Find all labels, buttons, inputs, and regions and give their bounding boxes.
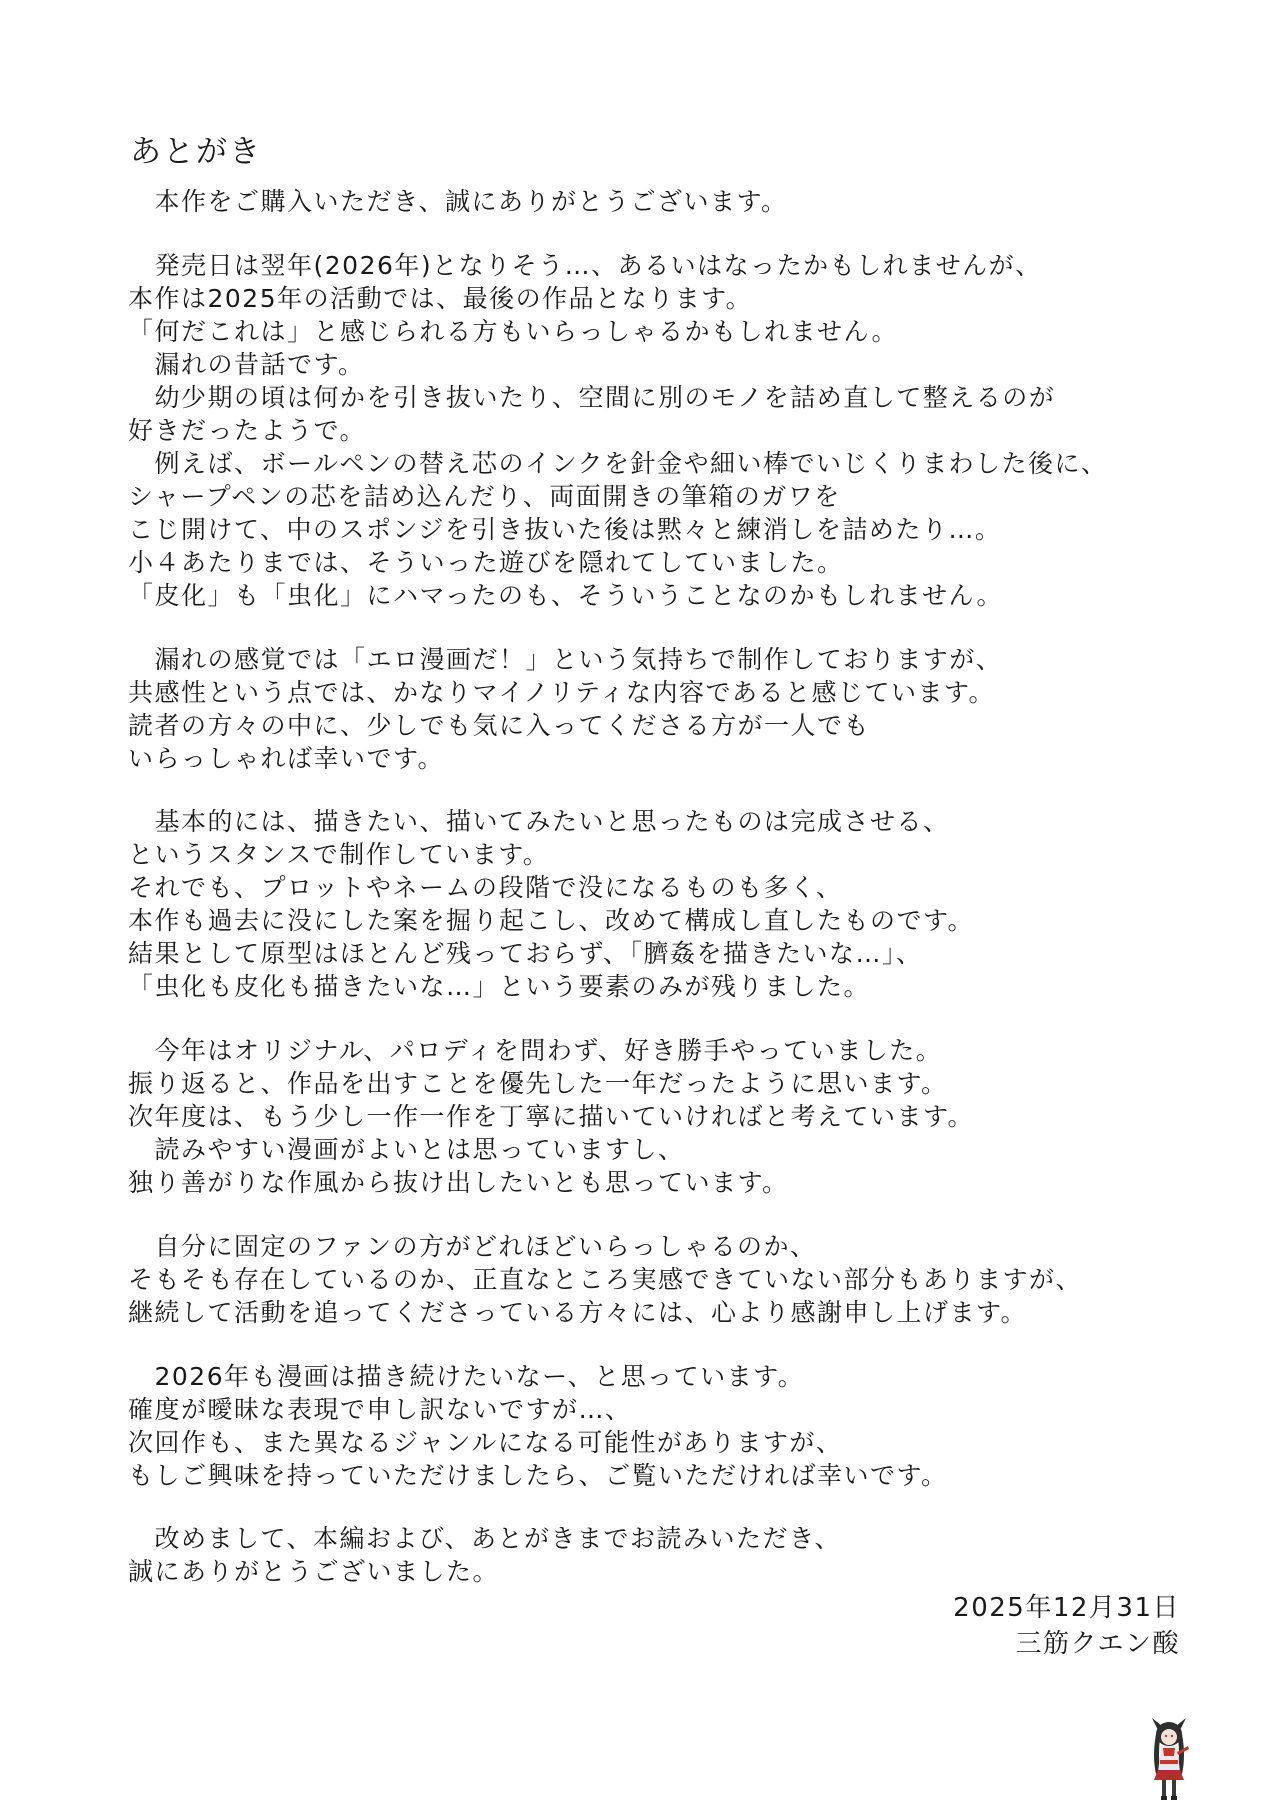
text-line: 「虫化も皮化も描きたいな…」という要素のみが残りました。 bbox=[128, 972, 871, 1001]
text-line: 継続して活動を追ってくださっている方々には、心より感謝申し上げます。 bbox=[128, 1298, 1028, 1327]
text-line: 基本的には、描きたい、描いてみたいと思ったものは完成させる、 bbox=[128, 807, 950, 836]
text-line: 振り返ると、作品を出すことを優先した一年だったように思います。 bbox=[128, 1069, 948, 1098]
text-line: 発売日は翌年(2026年)となりそう…、あるいはなったかもしれませんが、 bbox=[128, 251, 1042, 280]
text-line: 本作をご購入いただき、誠にありがとうございます。 bbox=[128, 187, 788, 216]
signature-date: 2025年12月31日 bbox=[953, 1593, 1180, 1623]
text-line: 自分に固定のファンの方がどれほどいらっしゃるのか、 bbox=[128, 1232, 817, 1261]
text-line: 漏れの昔話です。 bbox=[128, 350, 365, 379]
text-line: それでも、プロットやネームの段階で没になるものも多く、 bbox=[128, 873, 843, 902]
text-line: というスタンスで制作しています。 bbox=[128, 840, 550, 869]
text-line: 2026年も漫画は描き続けたいなー、と思っています。 bbox=[128, 1362, 805, 1391]
text-line: いらっしゃれば幸いです。 bbox=[128, 744, 445, 773]
signature-author: 三筋クエン酸 bbox=[1015, 1629, 1180, 1659]
text-line: 「皮化」も「虫化」にハマったのも、そういうことなのかもしれません。 bbox=[128, 581, 1004, 610]
text-line: そもそも存在しているのか、正直なところ実感できていない部分もありますが、 bbox=[128, 1265, 1083, 1294]
text-line: 共感性という点では、かなりマイノリティな内容であると感じています。 bbox=[128, 678, 996, 707]
text-line: 「何だこれは」と感じられる方もいらっしゃるかもしれません。 bbox=[128, 317, 899, 346]
text-line: シャープペンの芯を詰め込んだり、両面開きの筆箱のガワを bbox=[128, 482, 841, 511]
text-line: こじ開けて、中のスポンジを引き抜いた後は黙々と練消しを詰めたり…。 bbox=[128, 515, 1002, 544]
text-line: 独り善がりな作風から抜け出したいとも思っています。 bbox=[128, 1168, 789, 1197]
text-line: 例えば、ボールペンの替え芯のインクを針金や細い棒でいじくりまわした後に、 bbox=[128, 449, 1108, 478]
text-line: 改めまして、本編および、あとがきまでお読みいただき、 bbox=[128, 1524, 842, 1553]
text-line: 読みやすい漫画がよいとは思っていますし、 bbox=[128, 1135, 685, 1164]
text-line: 次回作も、また異なるジャンルになる可能性がありますが、 bbox=[128, 1428, 843, 1457]
text-line: 結果として原型はほとんど残っておらず、「臍姦を描きたいな…」、 bbox=[128, 939, 923, 968]
page-title: あとがき bbox=[130, 134, 262, 170]
mascot-illustration-icon bbox=[1146, 1716, 1192, 1802]
text-line: 誠にありがとうございました。 bbox=[128, 1557, 500, 1586]
text-line: 漏れの感覚では「エロ漫画だ！」という気持ちで制作しておりますが、 bbox=[128, 645, 1003, 674]
text-line: 好きだったようで。 bbox=[128, 416, 367, 445]
text-line: 本作は2025年の活動では、最後の作品となります。 bbox=[128, 284, 753, 313]
text-line: 今年はオリジナル、パロディを問わず、好き勝手やっていました。 bbox=[128, 1036, 943, 1065]
text-line: 幼少期の頃は何かを引き抜いたり、空間に別のモノを詰め直して整えるのが bbox=[128, 383, 1056, 412]
text-line: 読者の方々の中に、少しでも気に入ってくださる方が一人でも bbox=[128, 711, 871, 740]
text-line: 確度が曖昧な表現で申し訳ないですが…、 bbox=[128, 1395, 632, 1424]
text-line: 小４あたりまでは、そういった遊びを隠れてしていました。 bbox=[128, 548, 844, 577]
text-line: もしご興味を持っていただけましたら、ご覧いただければ幸いです。 bbox=[128, 1461, 948, 1490]
signature-block bbox=[880, 1590, 1180, 1662]
text-line: 次年度は、もう少し一作一作を丁寧に描いていければと考えています。 bbox=[128, 1102, 975, 1131]
text-line: 本作も過去に没にした案を掘り起こし、改めて構成し直したものです。 bbox=[128, 906, 975, 935]
